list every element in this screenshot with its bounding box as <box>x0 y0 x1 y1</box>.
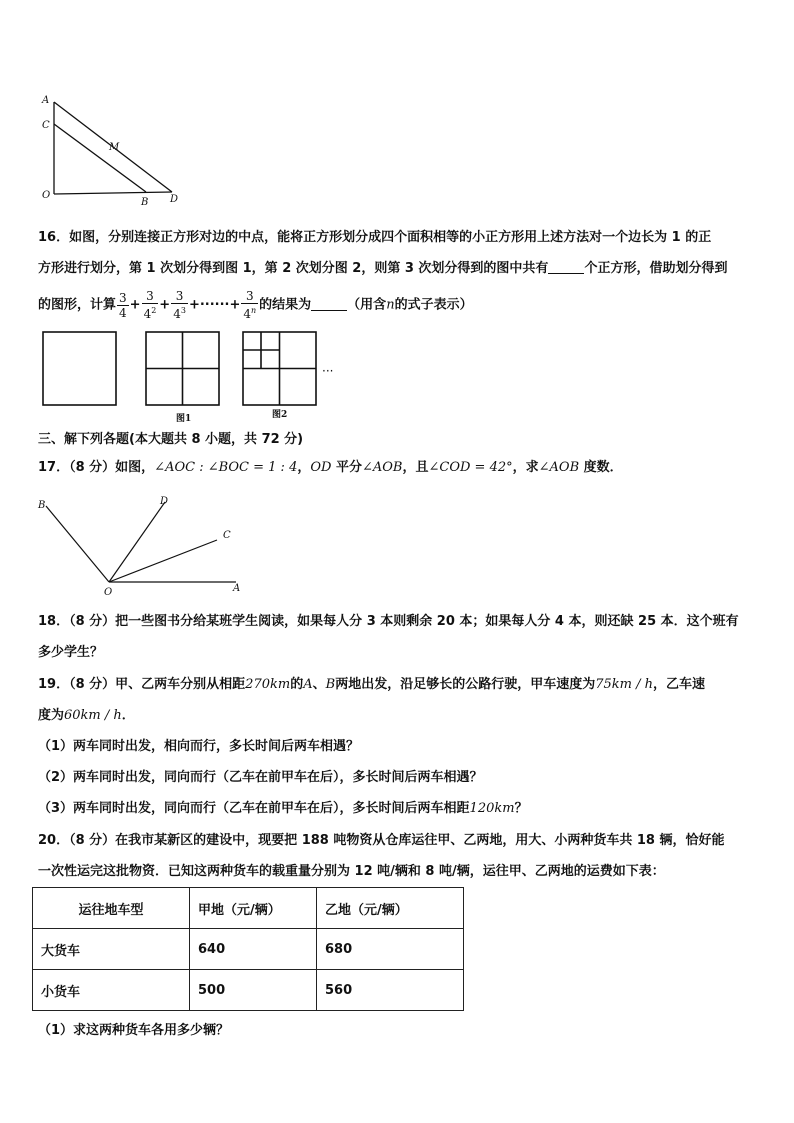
q16-figures <box>38 328 358 426</box>
fraction-1: $\frac{3}{4}$ <box>119 290 127 320</box>
square-original <box>43 332 116 405</box>
q16-line2: 方形进行划分，第 1 次划分得到图 1，第 2 次划分图 2，则第 3 次划分得到的图中共有 个正方形，借助划分得到 <box>38 261 728 276</box>
q16-line1: 16．如图，分别连接正方形对边的中点，能将正方形划分成四个面积相等的小正方形用上述方法对一个边长为 1 的正 <box>38 230 712 245</box>
continuation-dots: ··· <box>322 364 334 378</box>
answer-blank-2[interactable] <box>311 296 347 311</box>
label-a: A <box>42 95 50 106</box>
fraction-n: $\frac{3}{4^n}$ <box>243 289 257 321</box>
q18-line1: 18．（8 分）把一些图书分给某班学生阅读，如果每人分 3 本则剩余 20 本；如果每人分 4 本，则还缺 25 本．这个班有 <box>38 614 739 629</box>
label-b: B <box>38 500 46 511</box>
label-o: O <box>42 190 51 201</box>
table-row <box>33 929 464 970</box>
table-cell: 640 <box>190 929 317 970</box>
q20-line2: 一次性运完这批物资．已知这两种货车的载重量分别为 12 吨/辆和 8 吨/辆，运往甲、乙两地的运费如下表： <box>38 864 665 879</box>
label-b: B <box>141 197 149 208</box>
table-header-row <box>33 888 464 929</box>
table-cell: 560 <box>317 970 464 1011</box>
fraction-2: $\frac{3}{4^2}$ <box>143 289 157 321</box>
label-a: A <box>233 583 241 594</box>
label-m: M <box>109 142 120 153</box>
ray-oc <box>109 540 217 582</box>
table-header-cell: 乙地（元/辆） <box>317 888 464 929</box>
q20-line1: 20．（8 分）在我市某新区的建设中，现要把 188 吨物资从仓库运往甲、乙两地，用大、小两种货车共 18 辆，恰好能 <box>38 833 725 848</box>
q16-line3: 的图形，计算 $\frac{3}{4}$ + $\frac{3}{4^2}$ + $\frac{3}{4^3}$ +······+ $\frac{3}{4^n}$ 的结果为 （用含n的式子表示） <box>38 289 473 321</box>
table-header-cell: 运往地车型 <box>33 888 190 929</box>
q20-sub1: （1）求这两种货车各用多少辆？ <box>38 1023 230 1038</box>
fig2-label: 图2 <box>272 410 288 420</box>
segment-cb <box>54 124 146 192</box>
segment-od <box>54 192 172 194</box>
answer-blank-1[interactable] <box>548 259 584 274</box>
q17-text: 17．（8 分）如图，∠AOC : ∠BOC = 1 : 4，OD 平分∠AOB，且∠COD = 42°，求∠AOB 度数． <box>38 460 623 475</box>
q18-line2: 多少学生？ <box>38 645 104 660</box>
q15-figure <box>34 90 194 215</box>
table-cell: 500 <box>190 970 317 1011</box>
q19-sub3: （3）两车同时出发，同向而行（乙车在前甲车在后），多长时间后两车相距120km？ <box>38 801 528 816</box>
fig1-label: 图1 <box>176 414 192 424</box>
section-3-heading: 三、解下列各题(本大题共 8 小题，共 72 分) <box>38 432 304 447</box>
label-d: D <box>170 194 179 205</box>
label-c: C <box>223 530 231 541</box>
freight-cost-table <box>32 887 464 1011</box>
label-c: C <box>42 120 50 131</box>
table-cell: 大货车 <box>33 929 190 970</box>
table-header-cell: 甲地（元/辆） <box>190 888 317 929</box>
q19-line1: 19．（8 分）甲、乙两车分别从相距270km的A、B两地出发，沿足够长的公路行驶，甲车速度为75km / h，乙车速 <box>38 677 705 692</box>
q19-line2: 度为60km / h． <box>38 708 135 723</box>
ray-ob <box>46 506 109 582</box>
fraction-3: $\frac{3}{4^3}$ <box>173 289 186 321</box>
q17-angle-figure <box>34 492 254 597</box>
label-d: D <box>160 496 169 507</box>
table-cell: 680 <box>317 929 464 970</box>
q19-sub2: （2）两车同时出发，同向而行（乙车在前甲车在后），多长时间后两车相遇？ <box>38 770 483 785</box>
table-cell: 小货车 <box>33 970 190 1011</box>
label-o: O <box>104 587 113 597</box>
q19-sub1: （1）两车同时出发，相向而行，多长时间后两车相遇？ <box>38 739 360 754</box>
ray-od <box>109 502 165 582</box>
table-row <box>33 970 464 1011</box>
